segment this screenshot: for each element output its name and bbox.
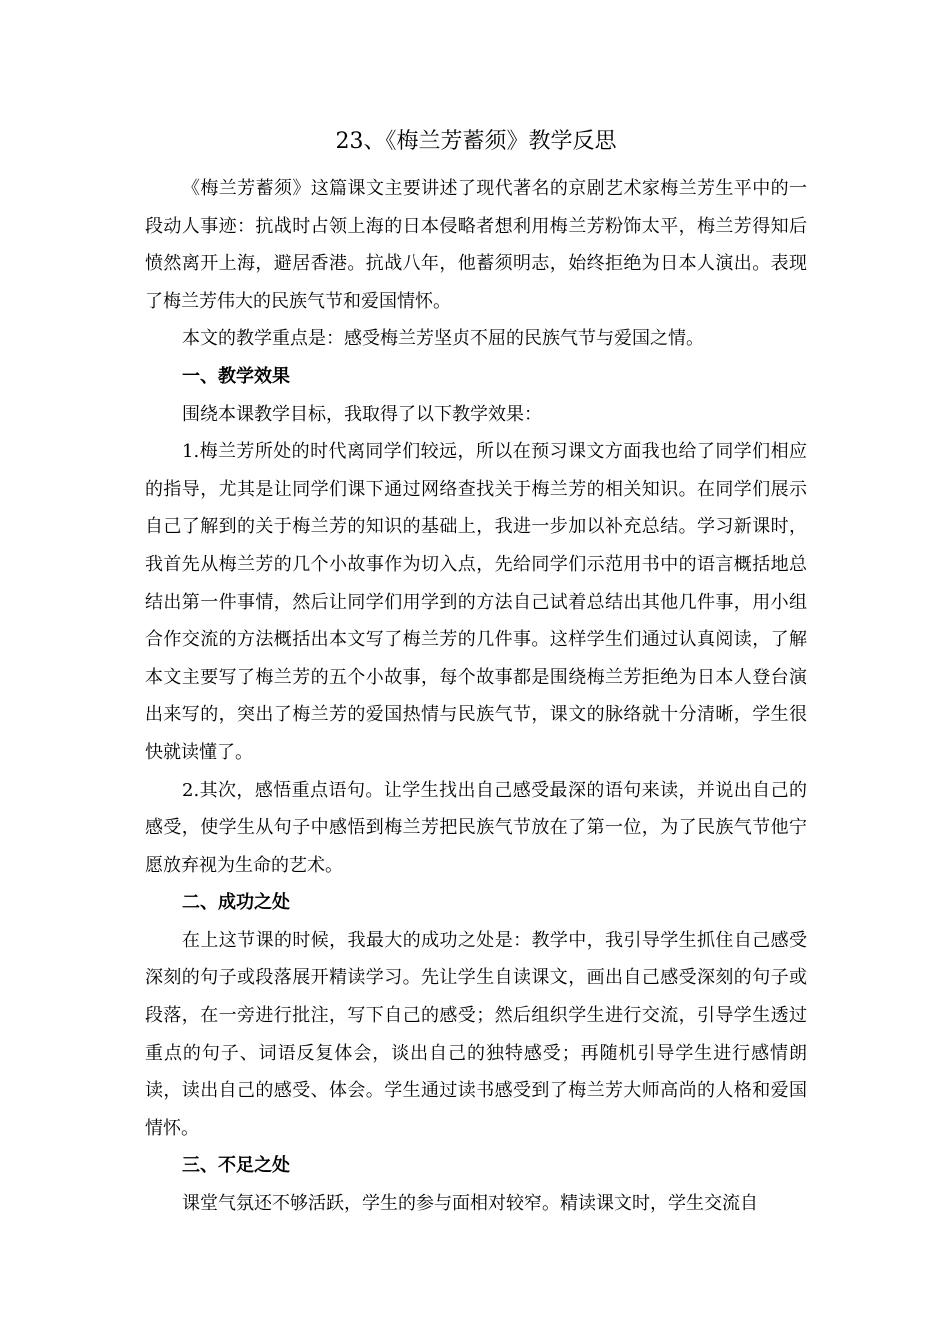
section-heading-successes: 二、成功之处 xyxy=(182,892,290,914)
section-heading-teaching-effect: 一、教学效果 xyxy=(182,365,290,387)
section-1-paragraph-2: 1.梅兰芳所处的时代离同学们较远，所以在预习课文方面我也给了同学们相应的指导，尤其是让同学们课下通过网络查找关于梅兰芳的相关知识。在同学们展示自己了解到的关于梅兰芳的知识的基础上，我进一步加以补充总结。学习新课时，我首先从梅兰芳的几个小故事作为切入点，先给同学们示范用书中的语言概括地总结出第一件事情，然后让同学们用学到的方法自己试着总结出其他几件事，用小组合作交流的方法概括出本文写了梅兰芳的几件事。这样学生们通过认真阅读，了解本文主要写了梅兰芳的五个小故事，每个故事都是围绕梅兰芳拒绝为日本人登台演出来写的，突出了梅兰芳的爱国热情与民族气节，课文的脉络就十分清晰，学生很快就读懂了。 xyxy=(145,441,807,763)
section-1-paragraph-3: 2.其次，感悟重点语句。让学生找出自己感受最深的语句来读，并说出自己的感受，使学生从句子中感悟到梅兰芳把民族气节放在了第一位，为了民族气节他宁愿放弃视为生命的艺术。 xyxy=(145,779,807,876)
document-page xyxy=(145,122,807,1223)
section-2-paragraph-1: 在上这节课的时候，我最大的成功之处是：教学中，我引导学生抓住自己感受深刻的句子或段落展开精读学习。先让学生自读课文，画出自己感受深刻的句子或段落，在一旁进行批注，写下自己的感受；然后组织学生进行交流，引导学生透过重点的句子、词语反复体会，谈出自己的独特感受；再随机引导学生进行感情朗读，读出自己的感受、体会。学生通过读书感受到了梅兰芳大师高尚的人格和爱国情怀。 xyxy=(145,929,807,1139)
section-heading-shortcomings: 三、不足之处 xyxy=(182,1155,290,1177)
intro-paragraph-1: 《梅兰芳蓄须》这篇课文主要讲述了现代著名的京剧艺术家梅兰芳生平中的一段动人事迹：抗战时占领上海的日本侵略者想利用梅兰芳粉饰太平，梅兰芳得知后愤然离开上海，避居香港。抗战八年，他蓄须明志，始终拒绝为日本人演出。表现了梅兰芳伟大的民族气节和爱国情怀。 xyxy=(145,178,807,312)
intro-paragraph-2: 本文的教学重点是：感受梅兰芳坚贞不屈的民族气节与爱国之情。 xyxy=(182,328,704,350)
document-title: 23、《梅兰芳蓄须》教学反思 xyxy=(335,129,617,154)
section-3-paragraph-1: 课堂气氛还不够活跃，学生的参与面相对较窄。精读课文时，学生交流自 xyxy=(182,1193,758,1215)
section-1-paragraph-1: 围绕本课教学目标，我取得了以下教学效果： xyxy=(182,403,542,425)
